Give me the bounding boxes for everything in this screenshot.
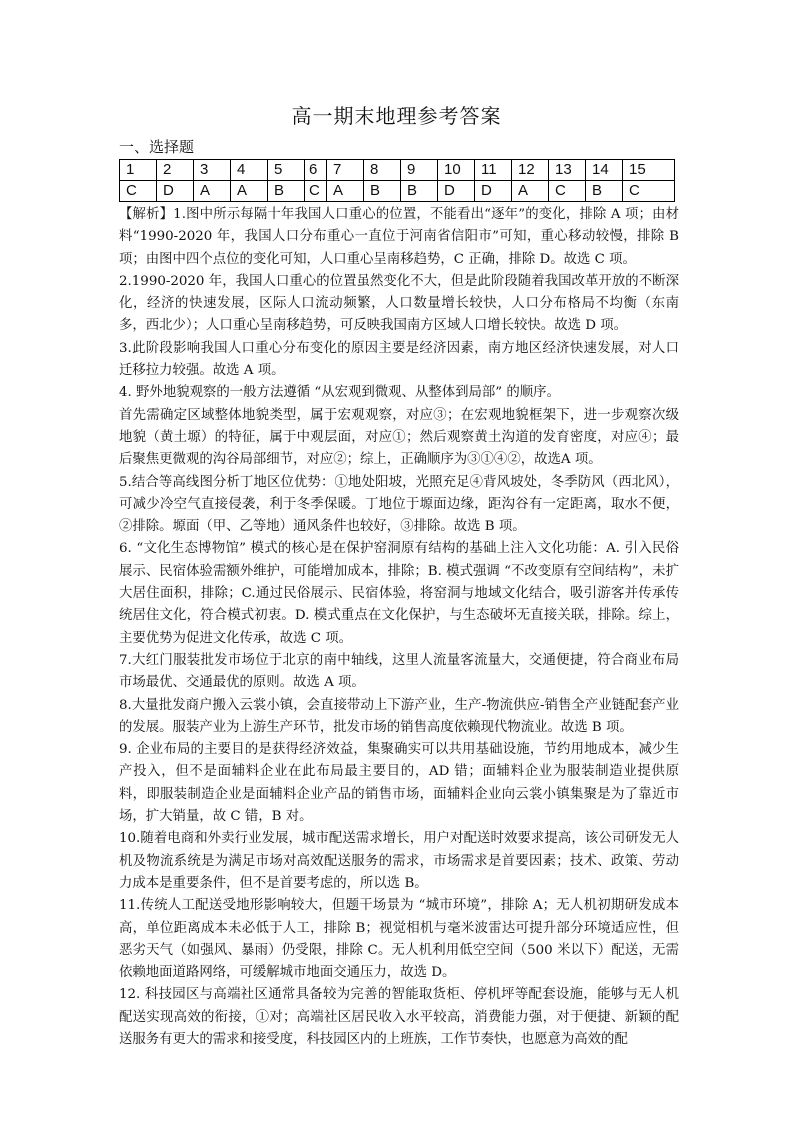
explanation-q3: 3.此阶段影响我国人口重心分布变化的原因主要是经济因素，南方地区经济快速发展，对人口迁移拉力较强。故选 A 项。 (119, 340, 679, 379)
answer-letter-row (120, 181, 675, 202)
question-number-cell: 6 (305, 160, 327, 181)
question-number-cell: 2 (157, 160, 194, 181)
explanation-q10: 10.随着电商和外卖行业发展，城市配送需求增长，用户对配送时效要求提高，该公司研发无人机及物流系统是为满足市场对高效配送服务的需求，市场需求是首要因素；技术、政策、劳动力成本是重要条件，但不是首要考虑的，所以选 B。 (119, 831, 679, 891)
answer-letter-cell: D (438, 181, 475, 202)
answer-letter-cell: C (120, 181, 157, 202)
explanation-q7: 7.大红门服装批发市场位于北京的南中轴线，这里人流量客流量大，交通便捷，符合商业布局市场最优、交通最优的原则。故选 A 项。 (119, 652, 679, 691)
page-title: 高一期末地理参考答案 (291, 104, 502, 128)
answer-letter-cell: B (268, 181, 305, 202)
explanation-q9: 9. 企业布局的主要目的是获得经济效益，集聚确实可以共用基础设施，节约用地成本，减少生产投入，但不是面辅料企业在此布局最主要目的，AD 错；面辅料企业为服装制造业提供原料，即服装制造企业是面辅料企业产品的销售市场，面辅料企业向云裳小镇集聚是为了靠近市场，扩大销量，故 C 错，B 对。 (119, 742, 679, 825)
question-number-cell: 11 (475, 160, 512, 181)
section-heading: 一、选择题 (119, 138, 195, 156)
answer-letter-cell: C (305, 181, 327, 202)
question-number-cell: 9 (401, 160, 438, 181)
answer-letter-cell: A (327, 181, 364, 202)
question-number-cell: 1 (120, 160, 157, 181)
explanation-q4-intro: 4. 野外地貌观察的一般方法遵循 “从宏观到微观、从整体到局部” 的顺序。 (119, 385, 560, 401)
explanation-q1: 【解析】1.图中所示每隔十年我国人口重心的位置，不能看出“逐年”的变化，排除 A 项；由材料“1990-2020 年，我国人口分布重心一直位于河南省信阳市”可知，重心移动较慢，排除 B 项；由图中四个点位的变化可知，人口重心呈南移趋势，C 正确，排除 D。故选 C 项。 (119, 207, 679, 267)
explanation-q12: 12. 科技园区与高端社区通常具备较为完善的智能取货柜、停机坪等配套设施，能够与无人机配送实现高效的衔接，①对；高端社区居民收入水平较高，消费能力强，对于便捷、新颖的配送服务有更大的需求和接受度，科技园区内的上班族，工作节奏快，也愿意为高效的配 (119, 987, 679, 1047)
explanation-q11: 11.传统人工配送受地形影响较大，但题干场景为 “城市环境”，排除 A；无人机初期研发成本高，单位距离成本未必低于人工，排除 B；视觉相机与毫米波雷达可提升部分环境适应性，但恶劣天气（如强风、暴雨）仍受限，排除 C。无人机利用低空空间（500 米以下）配送，无需依赖地面道路网络，可缓解城市地面交通压力，故选 D。 (119, 898, 679, 981)
answer-letter-cell: A (512, 181, 549, 202)
question-number-cell: 7 (327, 160, 364, 181)
explanation-q2: 2.1990-2020 年，我国人口重心的位置虽然变化不大，但是此阶段随着我国改革开放的不断深化，经济的快速发展，区际人口流动频繁，人口数量增长较快，人口分布格局不均衡（东南多，西北少）；人口重心呈南移趋势，可反映我国南方区域人口增长较快。故选 D 项。 (119, 273, 679, 334)
answer-letter-cell: A (194, 181, 231, 202)
question-number-cell: 12 (512, 160, 549, 181)
answer-letter-cell: D (475, 181, 512, 202)
answer-letter-cell: B (401, 181, 438, 202)
answer-letter-cell: B (364, 181, 401, 202)
explanation-body (119, 204, 679, 1051)
answer-letter-cell: C (549, 181, 586, 202)
explanation-q6: 6. “文化生态博物馆” 模式的核心是在保护窑洞原有结构的基础上注入文化功能：A. 引入民俗展示、民宿体验需额外维护，可能增加成本，排除；B. 模式强调 “不改变原有空间结构”，未扩大居住面积，排除；C.通过民俗展示、民宿体验，将窑洞与地域文化结合，吸引游客并传承传统居住文化，符合模式初衷。D. 模式重点在文化保护，与生态破坏无直接关联，排除。综上，主要优势为促进文化传承，故选 C 项。 (119, 541, 679, 646)
answer-letter-cell: D (157, 181, 194, 202)
question-number-cell: 10 (438, 160, 475, 181)
answer-table (119, 159, 675, 202)
question-number-cell: 15 (623, 160, 675, 181)
question-number-cell: 5 (268, 160, 305, 181)
question-number-cell: 8 (364, 160, 401, 181)
question-number-cell: 13 (549, 160, 586, 181)
answer-letter-cell: B (586, 181, 623, 202)
explanation-q5: 5.结合等高线图分析丁地区位优势：①地处阳坡，光照充足④背风坡处，冬季防风（西北风），可减少冷空气直接侵袭，利于冬季保暖。丁地位于塬面边缘，距沟谷有一定距离，取水不便，②排除。塬面（甲、乙等地）通风条件也较好，③排除。故选 B 项。 (119, 474, 679, 535)
question-number-cell: 14 (586, 160, 623, 181)
answer-letter-cell: A (231, 181, 268, 202)
question-number-cell: 3 (194, 160, 231, 181)
question-number-row (120, 160, 675, 181)
question-number-cell: 4 (231, 160, 268, 181)
explanation-q4-detail: 首先需确定区域整体地貌类型，属于宏观观察，对应③；在宏观地貌框架下，进一步观察次级地貌（黄土塬）的特征，属于中观层面，对应①；然后观察黄土沟道的发育密度，对应④；最后聚焦更微观的沟谷局部细节，对应②；综上，正确顺序为③①④②，故选A 项。 (119, 407, 679, 468)
answer-letter-cell: C (623, 181, 675, 202)
explanation-q8: 8.大量批发商户搬入云裳小镇，会直接带动上下游产业，生产-物流供应-销售全产业链配套产业的发展。服装产业为上游生产环节，批发市场的销售高度依赖现代物流业。故选 B 项。 (119, 697, 679, 735)
